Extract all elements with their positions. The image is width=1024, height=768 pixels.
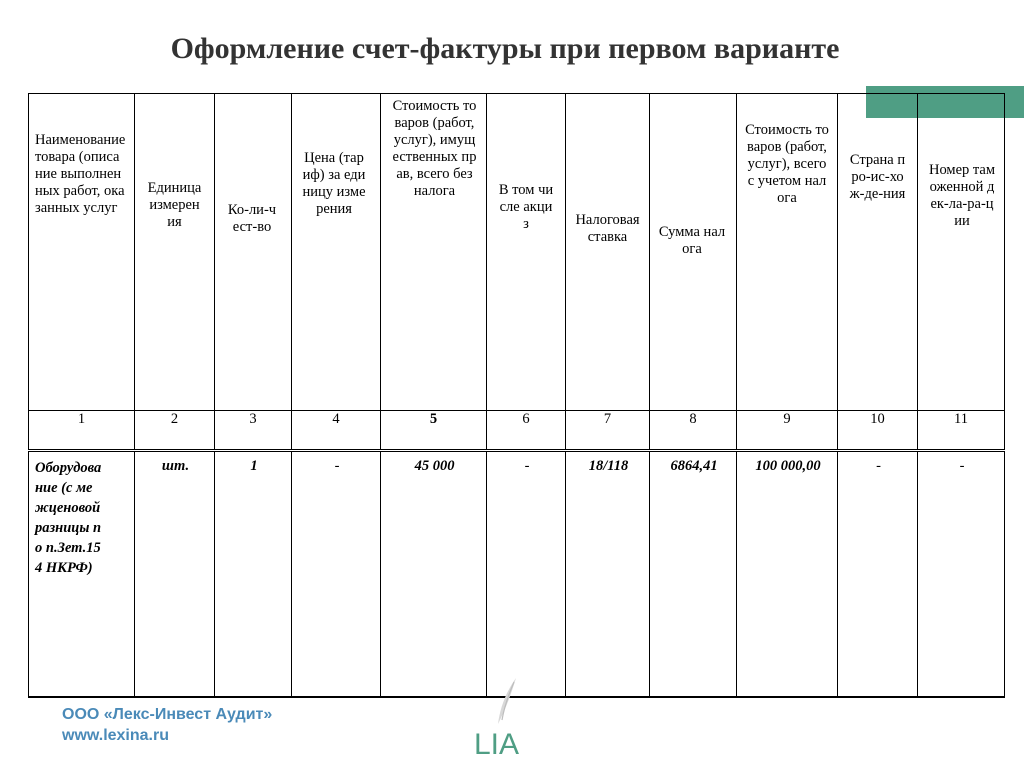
- header-cell: Наименование товара (описание выполненных работ, оказанных услуг: [29, 94, 135, 411]
- tax-rate-cell: 18/118: [566, 451, 650, 698]
- item-name-cell: Оборудование (с межценовой разницы по п.Зет.154 НКРФ): [29, 451, 135, 698]
- customs-declaration-cell: -: [918, 451, 1005, 698]
- header-cell: Единица измерения: [135, 94, 215, 411]
- header-row: [29, 94, 1005, 411]
- header-cell: Налоговая ставка: [566, 94, 650, 411]
- footer: [62, 704, 272, 746]
- column-number: 5: [381, 411, 487, 451]
- column-number: 2: [135, 411, 215, 451]
- column-number: 4: [292, 411, 381, 451]
- excise-cell: -: [487, 451, 566, 698]
- quantity-cell: 1: [215, 451, 292, 698]
- lia-logo: [470, 672, 540, 762]
- column-number: 7: [566, 411, 650, 451]
- tax-amount-cell: 6864,41: [650, 451, 737, 698]
- header-cell: Ко-ли-чест-во: [215, 94, 292, 411]
- invoice-table: [28, 93, 1005, 698]
- header-cell: Стоимость товаров (работ, услуг), имущественных прав, всего без налога: [381, 94, 487, 411]
- column-number: 1: [29, 411, 135, 451]
- header-cell: Стоимость товаров (работ, услуг), всего с учетом налога: [737, 94, 838, 411]
- column-number: 11: [918, 411, 1005, 451]
- column-number: 10: [838, 411, 918, 451]
- header-cell: Страна про-ис-хож-де-ния: [838, 94, 918, 411]
- column-number-row: [29, 411, 1005, 451]
- column-number: 8: [650, 411, 737, 451]
- page-title: Оформление счет-фактуры при первом варианте: [170, 32, 840, 65]
- company-name: ООО «Лекс-Инвест Аудит»: [62, 706, 273, 723]
- unit-cell: шт.: [135, 451, 215, 698]
- origin-country-cell: -: [838, 451, 918, 698]
- table-row: [29, 451, 1005, 698]
- header-cell: В том числе акциз: [487, 94, 566, 411]
- header-cell: Цена (тариф) за единицу измерения: [292, 94, 381, 411]
- total-cost-cell: 100 000,00: [737, 451, 838, 698]
- price-cell: -: [292, 451, 381, 698]
- logo-text: LIA: [474, 728, 520, 761]
- column-number: 9: [737, 411, 838, 451]
- header-cell: Сумма налога: [650, 94, 737, 411]
- website-link[interactable]: www.lexina.ru: [62, 727, 169, 744]
- column-number: 3: [215, 411, 292, 451]
- cost-without-tax-cell: 45 000: [381, 451, 487, 698]
- header-cell: Номер таможенной дек-ла-ра-ции: [918, 94, 1005, 411]
- column-number: 6: [487, 411, 566, 451]
